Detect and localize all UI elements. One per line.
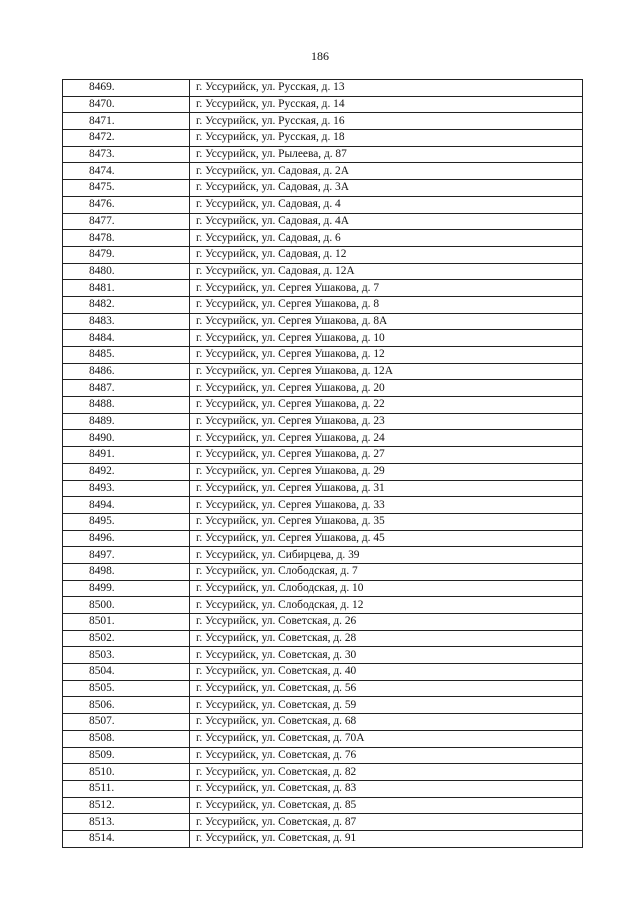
row-number-cell: 8488. [63, 397, 190, 414]
row-number-cell: 8513. [63, 814, 190, 831]
address-cell: г. Уссурийск, ул. Советская, д. 82 [190, 764, 583, 781]
table-row [63, 580, 583, 597]
table-row [63, 413, 583, 430]
address-cell: г. Уссурийск, ул. Сергея Ушакова, д. 35 [190, 513, 583, 530]
table-row [63, 563, 583, 580]
row-number-cell: 8480. [63, 263, 190, 280]
row-number-cell: 8499. [63, 580, 190, 597]
table-row [63, 280, 583, 297]
table-row [63, 730, 583, 747]
address-cell: г. Уссурийск, ул. Сергея Ушакова, д. 45 [190, 530, 583, 547]
table-row [63, 347, 583, 364]
address-table-body [63, 80, 583, 848]
address-cell: г. Уссурийск, ул. Сергея Ушакова, д. 33 [190, 497, 583, 514]
row-number-cell: 8501. [63, 614, 190, 631]
row-number-cell: 8508. [63, 730, 190, 747]
row-number-cell: 8507. [63, 714, 190, 731]
address-cell: г. Уссурийск, ул. Советская, д. 76 [190, 747, 583, 764]
row-number-cell: 8482. [63, 296, 190, 313]
table-row [63, 447, 583, 464]
address-cell: г. Уссурийск, ул. Русская, д. 16 [190, 113, 583, 130]
table-row [63, 764, 583, 781]
address-cell: г. Уссурийск, ул. Сергея Ушакова, д. 29 [190, 463, 583, 480]
address-table [62, 79, 583, 848]
page-number: 186 [311, 49, 329, 63]
table-row [63, 797, 583, 814]
table-row [63, 246, 583, 263]
table-row [63, 547, 583, 564]
address-cell: г. Уссурийск, ул. Слободская, д. 10 [190, 580, 583, 597]
row-number-cell: 8477. [63, 213, 190, 230]
row-number-cell: 8505. [63, 680, 190, 697]
table-row [63, 513, 583, 530]
table-row [63, 180, 583, 197]
address-cell: г. Уссурийск, ул. Советская, д. 85 [190, 797, 583, 814]
table-row [63, 397, 583, 414]
table-row [63, 664, 583, 681]
row-number-cell: 8494. [63, 497, 190, 514]
address-cell: г. Уссурийск, ул. Садовая, д. 2А [190, 163, 583, 180]
row-number-cell: 8492. [63, 463, 190, 480]
table-row [63, 680, 583, 697]
table-row [63, 363, 583, 380]
address-cell: г. Уссурийск, ул. Сергея Ушакова, д. 8А [190, 313, 583, 330]
row-number-cell: 8486. [63, 363, 190, 380]
address-cell: г. Уссурийск, ул. Слободская, д. 12 [190, 597, 583, 614]
table-row [63, 146, 583, 163]
row-number-cell: 8484. [63, 330, 190, 347]
address-cell: г. Уссурийск, ул. Сергея Ушакова, д. 20 [190, 380, 583, 397]
table-row [63, 196, 583, 213]
address-cell: г. Уссурийск, ул. Советская, д. 83 [190, 780, 583, 797]
table-row [63, 530, 583, 547]
address-cell: г. Уссурийск, ул. Советская, д. 26 [190, 614, 583, 631]
row-number-cell: 8483. [63, 313, 190, 330]
table-row [63, 230, 583, 247]
table-row [63, 430, 583, 447]
address-cell: г. Уссурийск, ул. Сергея Ушакова, д. 31 [190, 480, 583, 497]
address-cell: г. Уссурийск, ул. Садовая, д. 6 [190, 230, 583, 247]
address-cell: г. Уссурийск, ул. Советская, д. 59 [190, 697, 583, 714]
address-cell: г. Уссурийск, ул. Советская, д. 30 [190, 647, 583, 664]
table-row [63, 697, 583, 714]
row-number-cell: 8498. [63, 563, 190, 580]
address-cell: г. Уссурийск, ул. Советская, д. 91 [190, 830, 583, 847]
address-cell: г. Уссурийск, ул. Русская, д. 18 [190, 130, 583, 147]
address-cell: г. Уссурийск, ул. Сергея Ушакова, д. 24 [190, 430, 583, 447]
address-cell: г. Уссурийск, ул. Советская, д. 40 [190, 664, 583, 681]
table-row [63, 113, 583, 130]
table-row [63, 647, 583, 664]
address-cell: г. Уссурийск, ул. Русская, д. 14 [190, 96, 583, 113]
table-row [63, 830, 583, 847]
row-number-cell: 8474. [63, 163, 190, 180]
row-number-cell: 8512. [63, 797, 190, 814]
table-row [63, 614, 583, 631]
row-number-cell: 8509. [63, 747, 190, 764]
row-number-cell: 8502. [63, 630, 190, 647]
table-row [63, 597, 583, 614]
table-row [63, 714, 583, 731]
row-number-cell: 8478. [63, 230, 190, 247]
table-row [63, 263, 583, 280]
address-cell: г. Уссурийск, ул. Советская, д. 56 [190, 680, 583, 697]
row-number-cell: 8503. [63, 647, 190, 664]
table-row [63, 780, 583, 797]
row-number-cell: 8497. [63, 547, 190, 564]
address-cell: г. Уссурийск, ул. Сергея Ушакова, д. 12А [190, 363, 583, 380]
row-number-cell: 8476. [63, 196, 190, 213]
table-row [63, 330, 583, 347]
table-row [63, 96, 583, 113]
row-number-cell: 8485. [63, 347, 190, 364]
row-number-cell: 8495. [63, 513, 190, 530]
address-cell: г. Уссурийск, ул. Садовая, д. 12 [190, 246, 583, 263]
row-number-cell: 8493. [63, 480, 190, 497]
address-cell: г. Уссурийск, ул. Садовая, д. 4А [190, 213, 583, 230]
table-row [63, 380, 583, 397]
address-cell: г. Уссурийск, ул. Сергея Ушакова, д. 12 [190, 347, 583, 364]
table-row [63, 313, 583, 330]
address-cell: г. Уссурийск, ул. Советская, д. 87 [190, 814, 583, 831]
row-number-cell: 8510. [63, 764, 190, 781]
table-row [63, 163, 583, 180]
row-number-cell: 8491. [63, 447, 190, 464]
address-cell: г. Уссурийск, ул. Советская, д. 28 [190, 630, 583, 647]
address-cell: г. Уссурийск, ул. Сергея Ушакова, д. 10 [190, 330, 583, 347]
row-number-cell: 8496. [63, 530, 190, 547]
table-row [63, 630, 583, 647]
row-number-cell: 8506. [63, 697, 190, 714]
row-number-cell: 8481. [63, 280, 190, 297]
address-cell: г. Уссурийск, ул. Сергея Ушакова, д. 22 [190, 397, 583, 414]
row-number-cell: 8475. [63, 180, 190, 197]
row-number-cell: 8472. [63, 130, 190, 147]
row-number-cell: 8514. [63, 830, 190, 847]
table-row [63, 130, 583, 147]
row-number-cell: 8500. [63, 597, 190, 614]
address-cell: г. Уссурийск, ул. Сергея Ушакова, д. 23 [190, 413, 583, 430]
row-number-cell: 8470. [63, 96, 190, 113]
address-cell: г. Уссурийск, ул. Сибирцева, д. 39 [190, 547, 583, 564]
table-row [63, 463, 583, 480]
table-row [63, 747, 583, 764]
row-number-cell: 8473. [63, 146, 190, 163]
address-cell: г. Уссурийск, ул. Садовая, д. 4 [190, 196, 583, 213]
address-cell: г. Уссурийск, ул. Слободская, д. 7 [190, 563, 583, 580]
table-row [63, 480, 583, 497]
row-number-cell: 8489. [63, 413, 190, 430]
table-row [63, 296, 583, 313]
row-number-cell: 8487. [63, 380, 190, 397]
table-row [63, 814, 583, 831]
row-number-cell: 8490. [63, 430, 190, 447]
table-row [63, 497, 583, 514]
row-number-cell: 8479. [63, 246, 190, 263]
table-row [63, 80, 583, 97]
address-cell: г. Уссурийск, ул. Садовая, д. 12А [190, 263, 583, 280]
address-cell: г. Уссурийск, ул. Сергея Ушакова, д. 27 [190, 447, 583, 464]
address-cell: г. Уссурийск, ул. Сергея Ушакова, д. 7 [190, 280, 583, 297]
row-number-cell: 8511. [63, 780, 190, 797]
address-cell: г. Уссурийск, ул. Рылеева, д. 87 [190, 146, 583, 163]
table-row [63, 213, 583, 230]
row-number-cell: 8469. [63, 80, 190, 97]
row-number-cell: 8471. [63, 113, 190, 130]
row-number-cell: 8504. [63, 664, 190, 681]
address-cell: г. Уссурийск, ул. Русская, д. 13 [190, 80, 583, 97]
address-cell: г. Уссурийск, ул. Советская, д. 70А [190, 730, 583, 747]
address-cell: г. Уссурийск, ул. Сергея Ушакова, д. 8 [190, 296, 583, 313]
address-cell: г. Уссурийск, ул. Советская, д. 68 [190, 714, 583, 731]
address-cell: г. Уссурийск, ул. Садовая, д. 3А [190, 180, 583, 197]
